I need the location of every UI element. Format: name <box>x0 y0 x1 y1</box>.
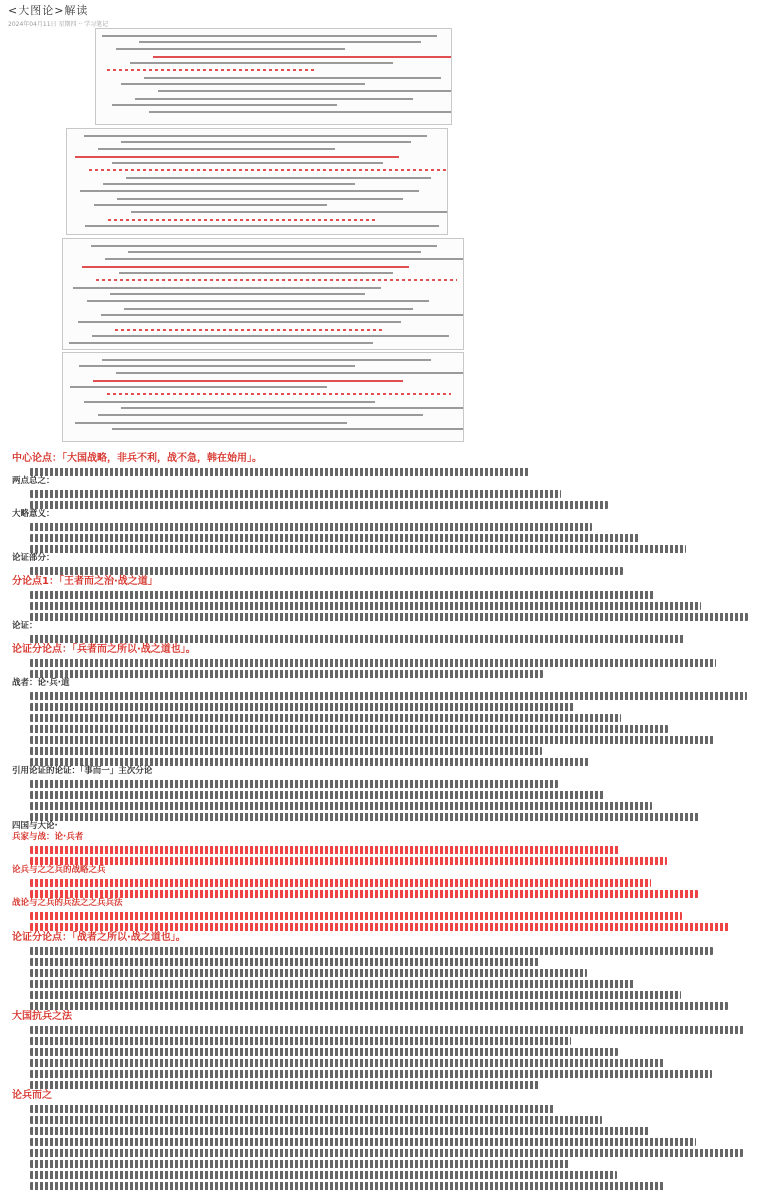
scan-text-line <box>79 365 355 367</box>
scan-text-line <box>92 335 449 337</box>
section-heading: 大略意义： <box>12 509 55 519</box>
section-heading: 论兵与之之兵的战略之兵 <box>12 865 106 875</box>
note-line <box>30 523 592 531</box>
note-line <box>30 602 701 610</box>
scan-block-3 <box>62 238 464 350</box>
note-line <box>30 802 652 810</box>
scan-text-line <box>158 90 452 92</box>
scan-block-2 <box>66 128 448 235</box>
document-header <box>8 2 108 28</box>
note-line <box>30 791 605 799</box>
scan-text-line <box>75 156 399 158</box>
section-heading: 引用论证的论证：「事而一」主次分论 <box>12 766 153 776</box>
note-line <box>30 1002 728 1010</box>
scan-text-line <box>115 329 385 331</box>
note-line <box>30 879 651 887</box>
scan-text-line <box>108 219 375 221</box>
note-line <box>30 635 685 643</box>
section-heading: 论证分论点：「兵者而之所以·战之道也」。 <box>12 644 196 655</box>
note-line <box>30 1037 571 1045</box>
scan-text-line <box>153 56 452 58</box>
note-line <box>30 846 620 854</box>
section-heading: 论兵而之 <box>12 1090 52 1101</box>
scan-text-line <box>105 258 464 260</box>
scan-text-line <box>135 98 413 100</box>
note-line <box>30 958 540 966</box>
note-line <box>30 501 608 509</box>
scan-text-line <box>126 177 431 179</box>
scan-text-line <box>121 83 365 85</box>
note-line <box>30 1149 743 1157</box>
scan-text-line <box>75 422 347 424</box>
note-line <box>30 534 639 542</box>
section-heading: 战者：论·兵·道 <box>12 678 70 688</box>
scan-text-line <box>107 393 451 395</box>
note-line <box>30 912 682 920</box>
document-title: <大图论>解读 <box>8 4 89 17</box>
note-line <box>30 780 558 788</box>
note-line <box>30 1081 539 1089</box>
scan-text-line <box>78 321 401 323</box>
scan-text-line <box>139 41 421 43</box>
note-line <box>30 1105 555 1113</box>
scan-text-line <box>112 428 464 430</box>
note-line <box>30 947 713 955</box>
note-line <box>30 923 729 931</box>
scan-text-line <box>124 308 413 310</box>
scan-text-line <box>93 380 403 382</box>
scan-text-line <box>116 372 464 374</box>
scan-text-line <box>131 211 448 213</box>
note-line <box>30 857 667 865</box>
section-heading: 大国抗兵之法 <box>12 1011 72 1022</box>
section-heading: 两点总之： <box>12 476 55 486</box>
note-line <box>30 714 621 722</box>
note-line <box>30 703 574 711</box>
scan-block-1 <box>95 28 452 125</box>
scan-text-line <box>98 414 423 416</box>
scan-text-line <box>102 35 437 37</box>
scan-text-line <box>85 225 439 227</box>
scan-text-line <box>130 62 393 64</box>
note-line <box>30 1160 570 1168</box>
scan-text-line <box>89 169 447 171</box>
note-line <box>30 1026 744 1034</box>
section-heading: 兵家与战：论·兵者 <box>12 832 84 842</box>
note-line <box>30 991 681 999</box>
scan-text-line <box>112 162 383 164</box>
note-line <box>30 567 623 575</box>
section-heading: 分论点1：「王者而之治·战之道」 <box>12 576 158 587</box>
notes-section <box>12 452 757 1190</box>
scan-text-line <box>119 272 393 274</box>
section-heading: 战论与之兵的兵法之之兵兵法 <box>12 898 123 908</box>
scan-text-line <box>84 401 375 403</box>
scan-text-line <box>107 69 317 71</box>
scan-text-line <box>91 245 437 247</box>
note-line <box>30 1182 664 1190</box>
scan-text-line <box>121 141 411 143</box>
scan-text-line <box>103 183 355 185</box>
scan-text-line <box>101 314 464 316</box>
note-line <box>30 1059 665 1067</box>
scan-text-line <box>96 279 457 281</box>
scan-text-line <box>70 386 327 388</box>
note-line <box>30 1070 712 1078</box>
note-line <box>30 670 543 678</box>
scan-text-line <box>87 300 429 302</box>
note-line <box>30 890 698 898</box>
scan-text-line <box>98 148 335 150</box>
section-heading: 四国与大论· <box>12 821 58 831</box>
scan-text-line <box>73 287 381 289</box>
scan-text-line <box>128 251 421 253</box>
note-line <box>30 747 542 755</box>
scan-text-line <box>116 48 345 50</box>
scan-text-line <box>80 190 419 192</box>
section-heading: 论证： <box>12 621 38 631</box>
note-line <box>30 659 716 667</box>
note-line <box>30 1116 602 1124</box>
scan-text-line <box>102 359 431 361</box>
section-heading: 论证分论点：「战者之所以·战之道也」。 <box>12 932 186 943</box>
note-line <box>30 736 715 744</box>
scan-text-line <box>82 266 409 268</box>
section-heading: 中心论点：「大国战略，非兵不利，战不急，韩在始用」。 <box>12 453 262 464</box>
note-line <box>30 692 747 700</box>
scan-text-line <box>121 407 464 409</box>
scan-text-line <box>112 104 337 106</box>
scan-text-line <box>110 293 365 295</box>
note-line <box>30 969 587 977</box>
note-line <box>30 758 589 766</box>
note-line <box>30 813 699 821</box>
note-line <box>30 1127 649 1135</box>
note-line <box>30 591 654 599</box>
document-subtitle: 2024年04月11日 星期四 ·· 学习笔记 <box>8 21 109 28</box>
section-heading: 论证部分： <box>12 553 55 563</box>
note-line <box>30 490 561 498</box>
note-line <box>30 980 634 988</box>
note-line <box>30 1138 696 1146</box>
note-line <box>30 613 748 621</box>
scan-block-4 <box>62 352 464 442</box>
note-line <box>30 725 668 733</box>
scan-text-line <box>94 204 327 206</box>
scan-text-line <box>84 135 427 137</box>
scan-text-line <box>117 198 403 200</box>
note-line <box>30 545 686 553</box>
note-line <box>30 468 530 476</box>
note-line <box>30 1048 618 1056</box>
scan-text-line <box>69 342 373 344</box>
note-line <box>30 1171 617 1179</box>
scan-text-line <box>144 77 441 79</box>
scan-text-line <box>149 111 452 113</box>
